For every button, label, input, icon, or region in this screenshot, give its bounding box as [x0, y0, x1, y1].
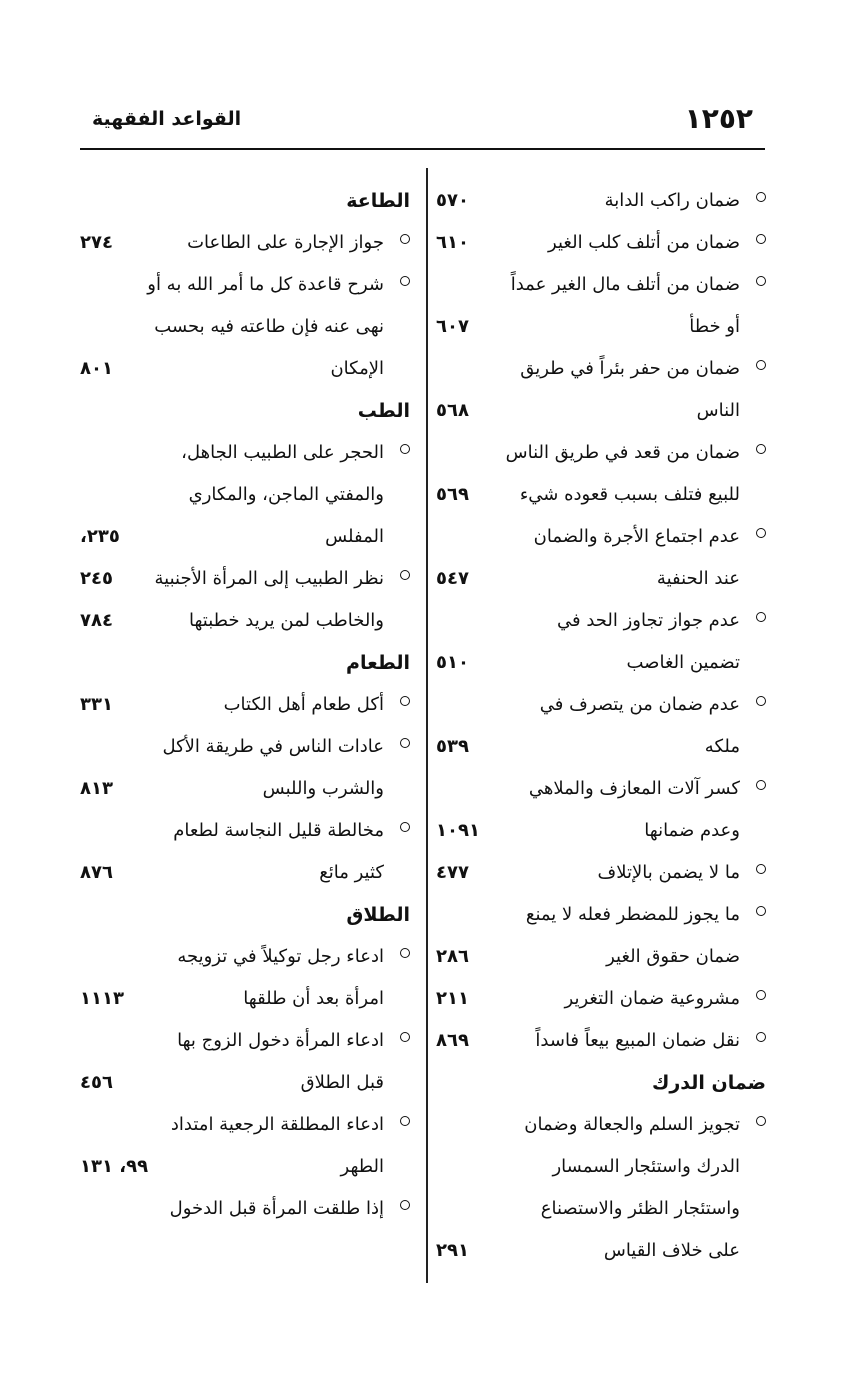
entry-page-number: ٨٠١: [80, 358, 113, 379]
entry-page-number: ٩٩، ١٣١: [80, 1156, 149, 1177]
entry-page-number: ١٠٩١: [436, 820, 480, 841]
section-heading: الطعام: [346, 652, 410, 674]
page-header: [80, 102, 765, 142]
entry-text-line: تضمين الغاصب: [626, 652, 740, 673]
entry-text-line: عادات الناس في طريقة الأكل: [162, 736, 384, 757]
index-entry: [436, 516, 766, 600]
entry-text-line: كثير مائع: [319, 862, 384, 883]
index-entry: [80, 1104, 410, 1188]
entry-page-number: ٧٨٤: [80, 610, 113, 631]
bullet-circle-icon: [400, 1200, 410, 1210]
entry-text-line: عدم جواز تجاوز الحد في: [557, 610, 740, 631]
entry-text-line: ادعاء المطلقة الرجعية امتداد: [170, 1114, 384, 1135]
bullet-circle-icon: [400, 948, 410, 958]
entry-text-line: نهى عنه فإن طاعته فيه بحسب: [154, 316, 384, 337]
section-heading: ضمان الدرك: [651, 1072, 766, 1094]
entry-text-line: واستئجار الظئر والاستصناع: [540, 1198, 740, 1219]
bullet-circle-icon: [756, 444, 766, 454]
entry-text-line: ضمان من قعد في طريق الناس: [505, 442, 740, 463]
entry-text-line: قبل الطلاق: [300, 1072, 384, 1093]
index-entry: [80, 726, 410, 810]
entry-text-line: المفلس: [325, 526, 384, 547]
entry-text-line: أكل طعام أهل الكتاب: [223, 694, 384, 715]
bullet-circle-icon: [756, 192, 766, 202]
index-entry: [436, 894, 766, 978]
entry-text: [162, 810, 384, 894]
entry-text-line: ضمان حقوق الغير: [606, 946, 740, 967]
entry-page-number: ٦٠٧: [436, 316, 469, 337]
entry-page-number: ٢٣٥، ٢٤٥: [80, 526, 120, 589]
index-entry: [80, 222, 410, 264]
bullet-circle-icon: [400, 822, 410, 832]
entry-text-line: إذا طلقت المرأة قبل الدخول: [169, 1198, 384, 1219]
entry-text-line: نظر الطبيب إلى المرأة الأجنبية: [154, 568, 384, 589]
entry-text-line: ضمان راكب الدابة: [604, 190, 740, 211]
entry-text-line: وعدم ضمانها: [644, 820, 740, 841]
entry-text: [518, 222, 740, 264]
entry-text-line: الطهر: [340, 1156, 384, 1177]
index-entry: [80, 684, 410, 726]
entry-text-line: أو خطأ: [689, 316, 740, 337]
entry-text: [162, 1020, 384, 1104]
entry-text-line: امرأة بعد أن طلقها: [243, 988, 384, 1009]
entry-text: [518, 768, 740, 852]
column-divider: [426, 168, 428, 1283]
entry-page-number: ٤٥٦: [80, 1072, 113, 1093]
index-entry: [436, 348, 766, 432]
entry-text-line: الحجر على الطبيب الجاهل،: [181, 442, 384, 463]
entry-text-line: كسر آلات المعازف والملاهي: [528, 778, 740, 799]
section-heading: الطب: [357, 400, 410, 422]
bullet-circle-icon: [756, 276, 766, 286]
index-entry: [436, 768, 766, 852]
bullet-circle-icon: [756, 234, 766, 244]
entry-text: [162, 432, 384, 558]
index-entry: [80, 1188, 410, 1230]
entry-text-line: والخاطب لمن يريد خطبتها: [189, 610, 384, 631]
bullet-circle-icon: [400, 276, 410, 286]
entry-page-number: ٥٧٠: [436, 190, 469, 211]
entry-text: [518, 684, 740, 768]
bullet-circle-icon: [400, 234, 410, 244]
entry-page-number: ٥٣٩: [436, 736, 469, 757]
entry-text-line: الناس: [696, 400, 740, 421]
index-entry: [80, 1020, 410, 1104]
bullet-circle-icon: [400, 570, 410, 580]
entry-text-line: ادعاء المرأة دخول الزوج بها: [177, 1030, 384, 1051]
entry-text-line: عدم اجتماع الأجرة والضمان: [533, 526, 740, 547]
index-entry: [436, 432, 766, 516]
index-column-left: [80, 180, 410, 1230]
entry-text-line: على خلاف القياس: [603, 1240, 740, 1261]
section-heading: الطاعة: [346, 190, 410, 212]
entry-text-line: ملكه: [704, 736, 740, 757]
index-entry: [436, 222, 766, 264]
entry-page-number: ٨٧٦: [80, 862, 113, 883]
entry-page-number: ٢٨٦: [436, 946, 469, 967]
entry-text: [154, 558, 384, 642]
bullet-circle-icon: [756, 360, 766, 370]
entry-text-line: للبيع فتلف بسبب قعوده شيء: [519, 484, 740, 505]
entry-text: [518, 894, 740, 978]
bullet-circle-icon: [756, 612, 766, 622]
entry-page-number: ٥٦٩: [436, 484, 469, 505]
entry-text: [505, 432, 740, 516]
entry-page-number: ٥٤٧: [436, 568, 469, 589]
entry-text-line: ما يجوز للمضطر فعله لا يمنع: [525, 904, 740, 925]
page-number: ١٢٥٢: [684, 102, 753, 135]
index-entry: [436, 684, 766, 768]
entry-text: [510, 264, 740, 348]
index-entry: [80, 936, 410, 1020]
entry-text-line: الدرك واستئجار السمسار: [552, 1156, 740, 1177]
entry-page-number: ٣٣١: [80, 694, 113, 715]
bullet-circle-icon: [756, 990, 766, 1000]
entry-text: [162, 222, 384, 264]
index-entry: [80, 810, 410, 894]
entry-text: [162, 936, 384, 1020]
bullet-circle-icon: [756, 1032, 766, 1042]
entry-page-number: ٦١٠: [436, 232, 469, 253]
bullet-circle-icon: [756, 780, 766, 790]
entry-text-line: والمفتي الماجن، والمكاري: [188, 484, 384, 505]
entry-text-line: والشرب واللبس: [262, 778, 384, 799]
bullet-circle-icon: [400, 738, 410, 748]
bullet-circle-icon: [400, 444, 410, 454]
index-entry: [436, 600, 766, 684]
entry-text-line: ضمان من أتلف مال الغير عمداً: [510, 274, 740, 295]
book-title: القواعد الفقهية: [92, 108, 242, 130]
bullet-circle-icon: [756, 906, 766, 916]
entry-text: [518, 180, 740, 222]
header-rule: [80, 148, 765, 150]
index-entry: [436, 978, 766, 1020]
entry-text: [162, 1104, 384, 1188]
entry-text-line: مشروعية ضمان التغرير: [564, 988, 740, 1009]
section-heading: الطلاق: [346, 904, 410, 926]
entry-text-line: ضمان من حفر بئراً في طريق: [520, 358, 740, 379]
entry-page-number: ٥١٠: [436, 652, 469, 673]
entry-text-line: تجويز السلم والجعالة وضمان: [524, 1114, 740, 1135]
entry-text-line: ضمان من أتلف كلب الغير: [548, 232, 740, 253]
entry-text: [518, 600, 740, 684]
entry-page-number: ٢١١: [436, 988, 469, 1009]
entry-text-line: شرح قاعدة كل ما أمر الله به أو: [147, 274, 384, 295]
index-entry: [436, 1104, 766, 1272]
entry-text: [518, 348, 740, 432]
entry-text-line: الإمكان: [330, 358, 384, 379]
index-entry: [80, 264, 410, 390]
entry-page-number: ٨١٣: [80, 778, 113, 799]
bullet-circle-icon: [756, 864, 766, 874]
bullet-circle-icon: [756, 1116, 766, 1126]
entry-text: [162, 726, 384, 810]
entry-text: [147, 264, 384, 390]
index-entry: [436, 852, 766, 894]
index-entry: [436, 1020, 766, 1062]
entry-text-line: عند الحنفية: [656, 568, 740, 589]
entry-text: [518, 1020, 740, 1062]
entry-text: [162, 1188, 384, 1230]
bullet-circle-icon: [400, 1116, 410, 1126]
index-entry: [436, 180, 766, 222]
entry-text-line: جواز الإجارة على الطاعات: [187, 232, 384, 253]
entry-page-number: ٨٦٩: [436, 1030, 469, 1051]
entry-page-number: ٤٧٧: [436, 862, 469, 883]
bullet-circle-icon: [400, 696, 410, 706]
index-entry: [80, 558, 410, 642]
entry-text: [518, 516, 740, 600]
entry-text: [518, 852, 740, 894]
entry-text-line: عدم ضمان من يتصرف في: [539, 694, 740, 715]
entry-text-line: نقل ضمان المبيع بيعاً فاسداً: [535, 1030, 740, 1051]
entry-text: [162, 684, 384, 726]
entry-page-number: ١١١٣: [80, 988, 124, 1009]
entry-page-number: ٥٦٨: [436, 400, 469, 421]
bullet-circle-icon: [756, 528, 766, 538]
entry-text-line: مخالطة قليل النجاسة لطعام: [173, 820, 384, 841]
entry-page-number: ٢٧٤: [80, 232, 113, 253]
entry-text: [518, 1104, 740, 1272]
entry-page-number: ٢٩١: [436, 1240, 469, 1261]
entry-text-line: ما لا يضمن بالإتلاف: [597, 862, 740, 883]
bullet-circle-icon: [756, 696, 766, 706]
entry-text-line: ادعاء رجل توكيلاً في تزويجه: [177, 946, 384, 967]
bullet-circle-icon: [400, 1032, 410, 1042]
entry-text: [518, 978, 740, 1020]
index-entry: [436, 264, 766, 348]
index-column-right: [436, 180, 766, 1272]
